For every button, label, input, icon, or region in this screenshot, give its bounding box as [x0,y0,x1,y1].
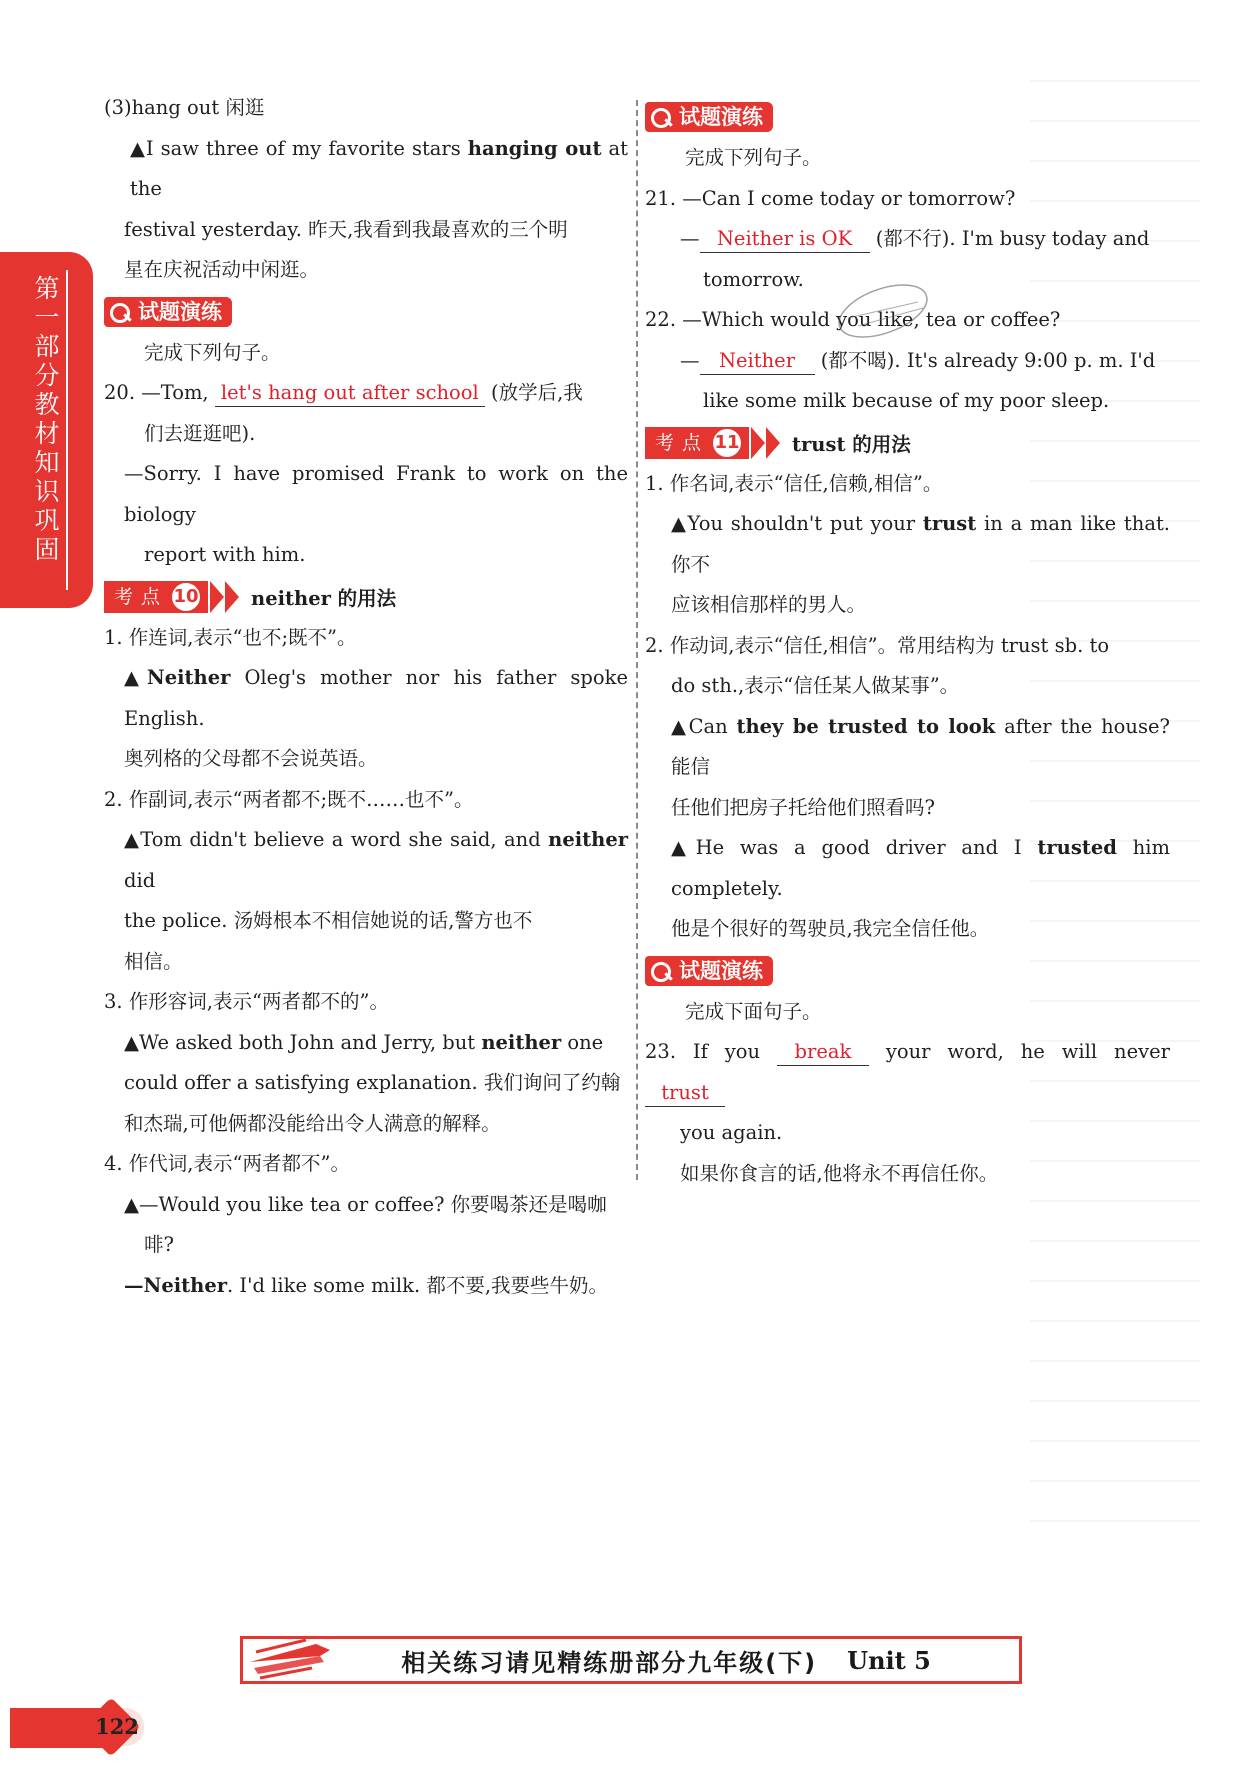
item3-example: ▲I saw three of my favorite stars hanging out at the [130,136,628,200]
trust-example-1: ▲You shouldn't put your trust in a man like that. 你不 [671,512,1170,576]
page-number-badge [10,1700,160,1754]
question-22: 22. —Which would you like, tea or coffee? [645,308,1061,331]
trust-example-3: ▲He was a good driver and I trusted him completely. [671,836,1170,900]
answer-blank[interactable]: trust [645,1080,725,1107]
neither-usage-1: 1. 作连词,表示“也不;既不”。 [104,625,357,649]
column-divider [636,100,638,1180]
practice-instruction: 完成下列句子。 [144,340,281,364]
item3-heading: (3)hang out 闲逛 [104,96,265,119]
answer-blank[interactable]: break [777,1039,869,1066]
question-23-line3: 如果你食言的话,他将永不再信任你。 [680,1161,999,1185]
practice-label: 试题演练 [136,297,232,327]
key-point-number: 11 [711,427,743,459]
footer-text: 相关练习请见精练册部分九年级(下) [401,1648,818,1677]
trust-usage-2-line2: do sth.,表示“信任某人做某事”。 [671,674,960,697]
question-21-line3: tomorrow. [703,267,804,291]
neither-example-3: ▲We asked both John and Jerry, but neither one [124,1030,604,1054]
neither-example-1-line2: 奥列格的父母都不会说英语。 [124,747,378,770]
question-22-line3: like some milk because of my poor sleep. [703,389,1110,412]
answer-blank[interactable]: let's hang out after school [215,380,485,407]
neither-example-3-line3: 和杰瑞,可他俩都没能给出令人满意的解释。 [124,1111,501,1135]
neither-example-2-line2: the police. 汤姆根本不相信她说的话,警方也不 [124,909,533,932]
page-number: 122 [82,1712,152,1742]
neither-example-2: ▲Tom didn't believe a word she said, and neither did [124,828,628,892]
neither-example-3-line2: could offer a satisfying explanation. 我们询问了约翰 [124,1071,621,1094]
neither-example-1: ▲Neither Oleg's mother nor his father spoke English. [124,666,628,730]
trust-example-2: ▲Can they be trusted to look after the house? 能信 [671,714,1170,778]
question-20: 20. —Tom, let's hang out after school (放学后,我 [104,373,628,414]
question-22-line2: — Neither (都不喝). It's already 9:00 p. m. I'd [645,341,1170,382]
magnifier-icon [645,956,677,986]
answer-blank[interactable]: Neither [700,348,815,375]
key-point-tag: 考点 11 [645,427,749,459]
practice-header [645,954,773,988]
question-20-line2: 们去逛逛吧). [144,421,256,445]
left-column [104,88,628,1306]
question-20-line4: report with him. [144,543,306,566]
arrow-icon [766,427,780,459]
answer-blank[interactable]: Neither is OK [700,226,870,253]
practice-instruction: 完成下面句子。 [685,999,822,1023]
key-point-title: trust 的用法 [792,432,911,456]
side-tab-rule [66,270,68,590]
key-point-number: 10 [170,581,202,613]
neither-example-2-line3: 相信。 [124,949,183,973]
stamp-mark [828,278,938,344]
magnifier-icon [645,102,677,132]
question-20-line3: —Sorry. I have promised Frank to work on the biology [124,462,628,526]
key-point-title: neither 的用法 [251,586,397,610]
neither-example-4-line2: 啡? [144,1233,174,1256]
arrow-icon [225,581,239,613]
section-side-tab [0,252,93,608]
arrow-icon [751,427,765,459]
question-21: 21. —Can I come today or tomorrow? [645,186,1016,210]
practice-instruction: 完成下列句子。 [685,146,822,169]
side-tab-label: 第一部分教材知识巩固 [34,274,60,564]
right-column [645,96,1170,1194]
magnifier-icon [104,297,136,327]
key-point-header [104,578,628,616]
neither-usage-4: 4. 作代词,表示“两者都不”。 [104,1152,350,1175]
neither-example-4: ▲—Would you like tea or coffee? 你要喝茶还是喝咖 [124,1192,607,1216]
practice-header [645,100,773,134]
trust-example-2-line2: 任他们把房子托给他们照看吗? [671,795,935,819]
trust-example-1-line2: 应该相信那样的男人。 [671,593,867,616]
trust-example-3-line2: 他是个很好的驾驶员,我完全信任他。 [671,917,990,940]
neither-usage-2: 2. 作副词,表示“两者都不;既不……也不”。 [104,787,474,811]
key-point-tag: 考点 10 [104,581,208,613]
footer-reference-bar [240,1636,1022,1684]
practice-label: 试题演练 [677,956,773,986]
question-23-line2: you again. [680,1121,783,1144]
item3-example-line2: festival yesterday. 昨天,我看到我最喜欢的三个明 [124,217,568,241]
practice-label: 试题演练 [677,102,773,132]
practice-header [104,295,232,329]
question-21-line2: — Neither is OK (都不行). I'm busy today and [645,219,1170,260]
footer-unit: Unit 5 [847,1645,931,1675]
question-23: 23. If you break your word, he will never trust [645,1032,1170,1113]
neither-usage-3: 3. 作形容词,表示“两者都不的”。 [104,990,389,1013]
arrow-icon [210,581,224,613]
neither-example-4-line3: —Neither. I'd like some milk. 都不要,我要些牛奶。 [124,1273,609,1297]
trust-usage-2: 2. 作动词,表示“信任,相信”。常用结构为 trust sb. to [645,633,1110,657]
item3-example-line3: 星在庆祝活动中闲逛。 [124,258,320,281]
trust-usage-1: 1. 作名词,表示“信任,信赖,相信”。 [645,471,943,495]
key-point-header [645,424,1170,462]
